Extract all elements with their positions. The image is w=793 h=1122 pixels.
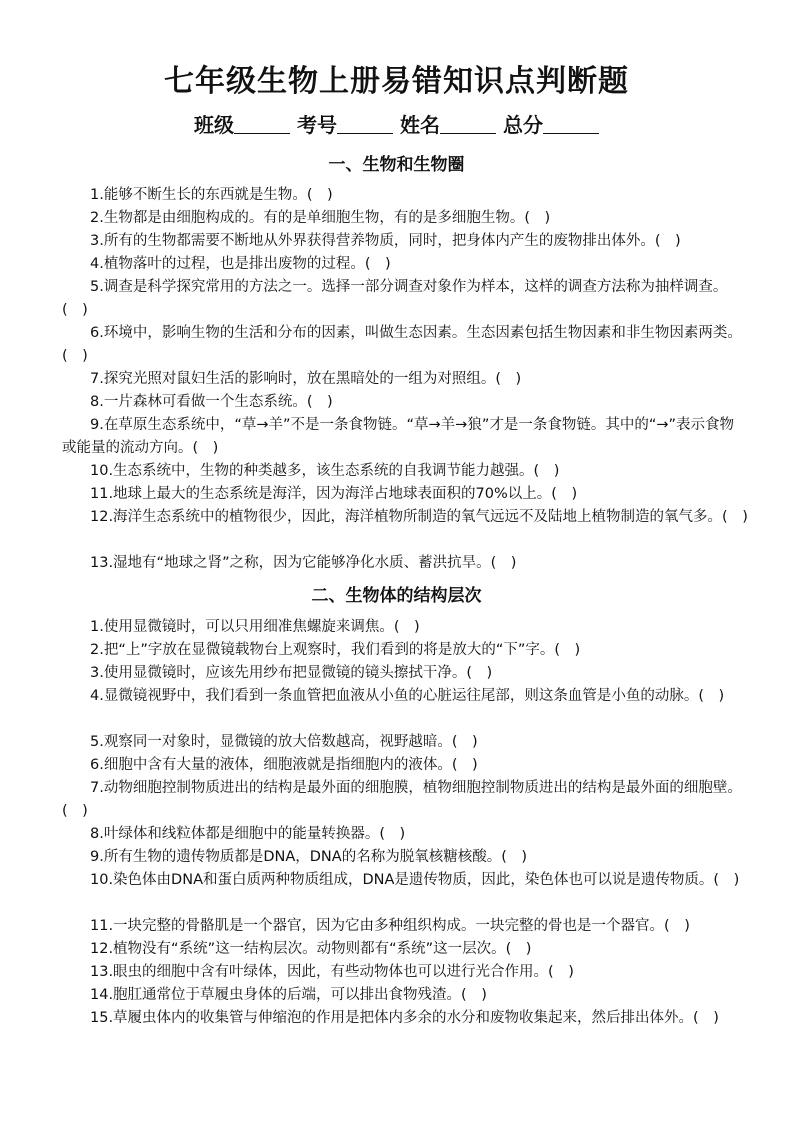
- question-item: 7.动物细胞控制物质进出的结构是最外面的细胞膜，植物细胞控制物质进出的结构是最外面的细胞壁。( ): [62, 780, 742, 819]
- student-info-line: [0, 110, 793, 140]
- question-item: 8.一片森林可看做一个生态系统。( ): [90, 394, 333, 410]
- question-item: 9.在草原生态系统中，“草→羊”不是一条食物链。“草→羊→狼”才是一条食物链。其中的“→”表示食物或能量的流动方向。( ): [62, 417, 735, 456]
- question-item: 4.显微镜视野中，我们看到一条血管把血液从小鱼的心脏运往尾部，则这条血管是小鱼的动脉。( ): [90, 688, 725, 704]
- question-item: 4.植物落叶的过程，也是排出废物的过程。( ): [90, 256, 391, 272]
- section-heading: 一、生物和生物圈: [328, 155, 465, 175]
- page-title: 七年级生物上册易错知识点判断题: [164, 64, 629, 99]
- section-heading: 二、生物体的结构层次: [311, 586, 482, 606]
- question-item: 9.所有生物的遗传物质都是DNA，DNA的名称为脱氧核糖核酸。( ): [90, 849, 528, 865]
- question-item: 10.生态系统中，生物的种类越多，该生态系统的自我调节能力越强。( ): [90, 463, 560, 479]
- question-item: 12.海洋生态系统中的植物很少，因此，海洋植物所制造的氧气远远不及陆地上植物制造的氧气多。( ): [90, 509, 748, 525]
- total-score-label: 总分: [502, 113, 543, 137]
- question-item: 13.眼虫的细胞中含有叶绿体，因此，有些动物体也可以进行光合作用。( ): [90, 964, 574, 980]
- question-item: 6.环境中，影响生物的生活和分布的因素，叫做生态因素。生态因素包括生物因素和非生物因素两类。( ): [62, 325, 742, 364]
- question-item: 13.湿地有“地球之肾”之称，因为它能够净化水质、蓄洪抗旱。( ): [90, 555, 517, 571]
- question-item: 6.细胞中含有大量的液体，细胞液就是指细胞内的液体。( ): [90, 757, 478, 773]
- question-item: 5.调查是科学探究常用的方法之一。选择一部分调查对象作为样本，这样的调查方法称为抽样调查。( ): [62, 279, 728, 318]
- name-label: 姓名: [399, 113, 440, 137]
- question-item: 11.一块完整的骨骼肌是一个器官，因为它由多种组织构成。一块完整的骨也是一个器官。( ): [90, 918, 690, 934]
- question-item: 7.探究光照对鼠妇生活的影响时，放在黑暗处的一组为对照组。( ): [90, 371, 522, 387]
- question-item: 2.生物都是由细胞构成的。有的是单细胞生物，有的是多细胞生物。( ): [90, 210, 551, 226]
- exam-number-label: 考号: [297, 113, 338, 137]
- question-item: 8.叶绿体和线粒体都是细胞中的能量转换器。( ): [90, 826, 406, 842]
- question-item: 1.使用显微镜时，可以只用细准焦螺旋来调焦。( ): [90, 619, 420, 635]
- class-label: 班级: [194, 113, 235, 137]
- total-score-blank[interactable]: [543, 113, 599, 134]
- question-item: 2.把“上”字放在显微镜载物台上观察时，我们看到的将是放大的“下”字。( ): [90, 642, 581, 658]
- question-item: 1.能够不断生长的东西就是生物。( ): [90, 187, 333, 203]
- question-item: 14.胞肛通常位于草履虫身体的后端，可以排出食物残渣。( ): [90, 987, 487, 1003]
- question-item: 15.草履虫体内的收集管与伸缩泡的作用是把体内多余的水分和废物收集起来，然后排出体外。( ): [90, 1010, 719, 1026]
- question-item: 3.使用显微镜时，应该先用纱布把显微镜的镜头擦拭干净。( ): [90, 665, 493, 681]
- class-blank[interactable]: [234, 113, 290, 134]
- question-item: 10.染色体由DNA和蛋白质两种物质组成，DNA是遗传物质，因此，染色体也可以说是遗传物质。( ): [90, 872, 740, 888]
- exam-number-blank[interactable]: [337, 113, 393, 134]
- question-item: 5.观察同一对象时，显微镜的放大倍数越高，视野越暗。( ): [90, 734, 478, 750]
- question-item: 11.地球上最大的生态系统是海洋，因为海洋占地球表面积的70%以上。( ): [90, 486, 578, 502]
- question-item: 12.植物没有“系统”这一结构层次。动物则都有“系统”这一层次。( ): [90, 941, 532, 957]
- question-item: 3.所有的生物都需要不断地从外界获得营养物质，同时，把身体内产生的废物排出体外。( ): [90, 233, 681, 249]
- name-blank[interactable]: [440, 113, 496, 134]
